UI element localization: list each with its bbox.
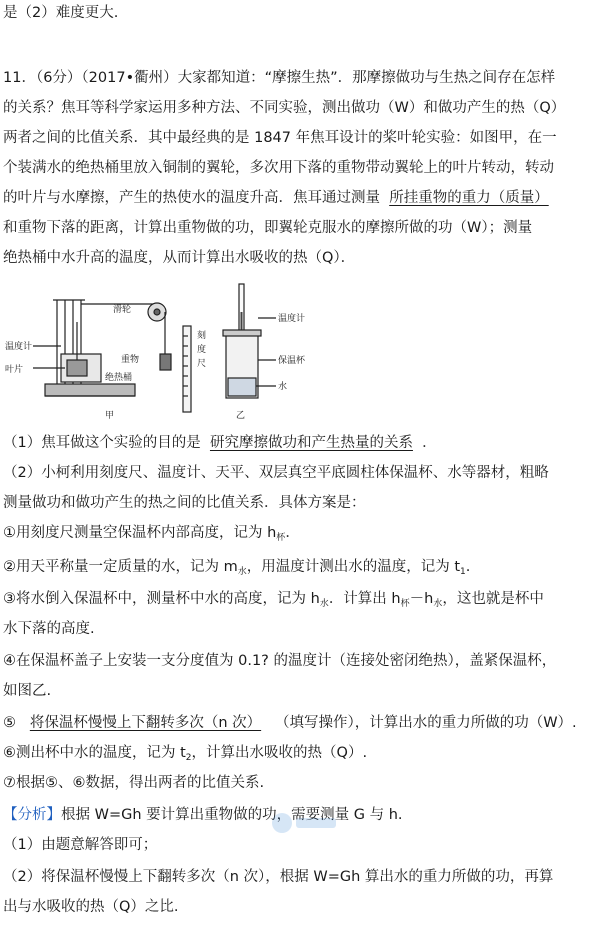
text-line: [3, 187, 603, 209]
text-line: （2）小柯利用刻度尺、温度计、天平、双层真空平底圆柱体保温杯、水等器材，粗略: [3, 465, 549, 481]
text-segment: ．计算出 h: [328, 591, 401, 607]
text-line: （2）将保温杯慢慢上下翻转多次（n 次），根据 W=Gh 算出水的重力所做的功，再算: [3, 869, 554, 885]
label-bucket: 绝热桶: [105, 373, 133, 383]
text-line: [3, 588, 603, 615]
text-segment: （1）焦耳做这个实验的目的是: [3, 435, 201, 451]
text-segment: ，用温度计测出水的温度，记为 t: [246, 559, 461, 575]
figure-caption-jia: 甲: [105, 411, 115, 421]
text-segment: ，这也就是杯中: [442, 591, 544, 607]
text-line: ⑦根据⑤、⑥数据，得出两者的比值关系.: [3, 775, 265, 791]
text-line: [3, 742, 603, 769]
label-blade: 叶片: [5, 365, 24, 375]
label-weight: 重物: [121, 355, 140, 365]
text-line: 个装满水的绝热桶里放入铜制的翼轮，多次用下落的重物带动翼轮上的叶片转动，转动: [3, 160, 554, 176]
subscript: 杯: [276, 533, 286, 543]
answer-blank: [380, 190, 549, 206]
text-line: [3, 556, 603, 583]
answer-blank: [16, 715, 275, 731]
ruler: [183, 326, 191, 412]
text-segment: ．: [422, 435, 437, 451]
analysis-tag: 【分析】: [3, 807, 61, 823]
answer-blank: [201, 435, 422, 451]
label-ruler-3: 尺: [197, 359, 207, 369]
figure-caption-yi: 乙: [236, 411, 246, 421]
text-line: [3, 712, 603, 734]
text-line: [3, 432, 603, 454]
text-segment: －h: [409, 591, 434, 607]
text-line: 两者之间的比值关系．其中最经典的是 1847 年焦耳设计的桨叶轮实验：如图甲，在一: [3, 130, 557, 146]
text-line: [3, 522, 603, 549]
subscript: 1: [460, 567, 466, 577]
subscript: 水: [319, 599, 329, 609]
label-ruler-2: 度: [197, 345, 207, 355]
text-line: 绝热桶中水升高的温度，从而计算出水吸收的热（Q）．: [3, 250, 356, 266]
answer-text: 所挂重物的重力（质量）: [389, 190, 549, 206]
text-line: 的关系？焦耳等科学家运用多种方法、不同实验，测出做功（W）和做功产生的热（Q）: [3, 100, 566, 116]
text-segment: 根据 W=Gh 要计算出重物做的功，需要测量 G 与 h.: [61, 807, 403, 823]
text-line: 是（2）难度更大.: [3, 5, 119, 21]
answer-text: 研究摩擦做功和产生热量的关系: [209, 435, 413, 451]
text-segment: ③将水倒入保温杯中，测量杯中水的高度，记为 h: [3, 591, 320, 607]
label-pulley: 滑轮: [113, 305, 132, 315]
text-segment: 的叶片与水摩擦，产生的热使水的温度升高．焦耳通过测量: [3, 190, 380, 206]
text-segment: ⑥测出杯中水的温度，记为 t: [3, 745, 186, 761]
text-line: 水下落的高度.: [3, 621, 95, 637]
watermark-logo: [270, 810, 340, 836]
subscript: 2: [185, 753, 192, 763]
text-line: 如图乙.: [3, 683, 52, 699]
text-segment: （填写操作），计算出水的重力所做的功（W）.: [274, 715, 577, 731]
label-thermometer-yi: 温度计: [278, 314, 306, 324]
text-line: （1）由题意解答即可；: [3, 837, 158, 853]
text-segment: ②用天平称量一定质量的水，记为 m: [3, 559, 238, 575]
question-header: 11．（6分）（2017•衢州）大家都知道：“摩擦生热”．那摩擦做功与生热之间存在怎样: [3, 70, 556, 86]
subscript: 水: [433, 599, 443, 609]
answer-text: 将保温杯慢慢上下翻转多次（n 次）: [29, 715, 262, 731]
label-cup: 保温杯: [278, 356, 306, 366]
label-water: 水: [278, 382, 288, 392]
text-segment: ①用刻度尺测量空保温杯内部高度，记为 h: [3, 525, 277, 541]
subscript: 水: [237, 567, 247, 577]
water-level: [228, 378, 256, 396]
text-line: 测量做功和做功产生的热之间的比值关系．具体方案是：: [3, 495, 366, 511]
text-segment: .: [465, 559, 471, 575]
weight-block: [160, 354, 171, 370]
label-thermometer: 温度计: [5, 342, 33, 352]
base-platform: [45, 384, 135, 396]
text-segment: ⑤: [3, 715, 16, 731]
text-segment: ，计算出水吸收的热（Q）.: [191, 745, 368, 761]
text-line: 出与水吸收的热（Q）之比.: [3, 899, 179, 915]
subscript: 杯: [400, 599, 410, 609]
text-line: 和重物下落的距离，计算出重物做的功，即翼轮克服水的摩擦所做的功（W）；测量: [3, 220, 533, 236]
text-line: ④在保温杯盖子上安装一支分度值为 0.1? 的温度计（连接处密闭绝热），盖紧保温杯，: [3, 653, 557, 669]
text-segment: ．: [285, 525, 300, 541]
figure-yi: [222, 282, 342, 422]
figure-jia: [5, 282, 215, 422]
label-ruler-1: 刻: [197, 331, 207, 341]
